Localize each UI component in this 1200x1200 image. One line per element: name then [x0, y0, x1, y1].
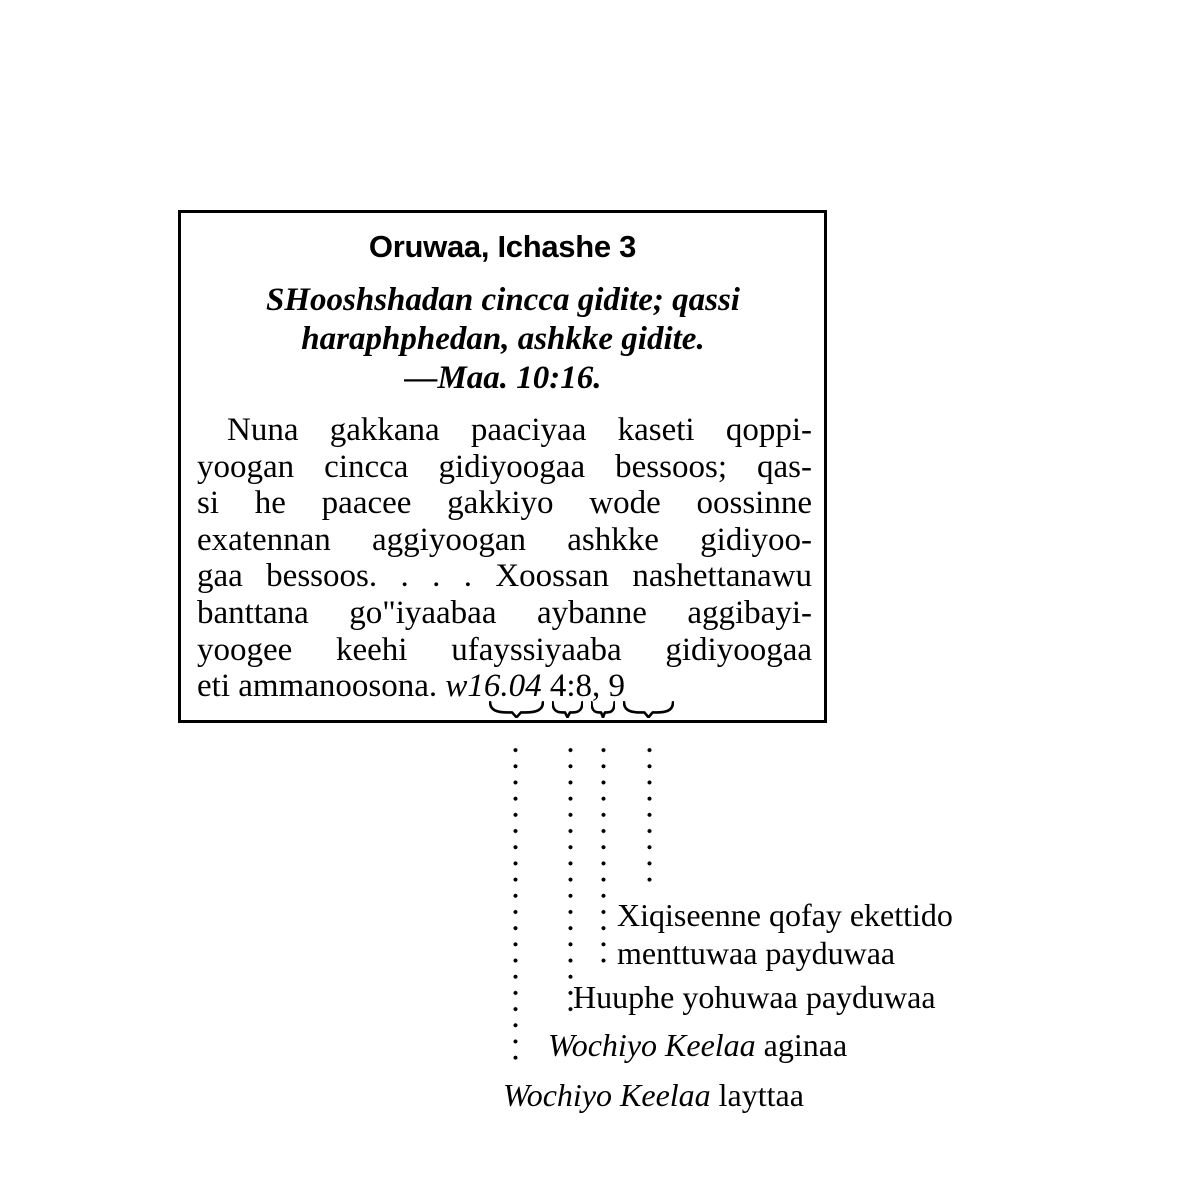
label-paragraph-numbers — [617, 896, 953, 972]
citation-reference: 4:8, 9 — [541, 668, 626, 705]
citation-issue: w16.04 — [445, 668, 542, 705]
label-watchtower-year — [503, 1076, 804, 1114]
label-watchtower-month-title: Wochiyo Keelaa — [548, 1027, 756, 1063]
body-line: exatennan aggiyoogan ashkke gidiyoo- — [197, 521, 812, 558]
leader-line-paragraphs — [647, 742, 652, 884]
scripture-citation: —Maa. 10:16. — [404, 360, 602, 396]
scripture-line: haraphphedan, ashkke gidite. — [301, 321, 705, 357]
underbrace-year-icon — [489, 701, 544, 718]
leader-line-year — [513, 742, 518, 1066]
body-line: Nuna gakkana paaciyaa kaseti qoppi- — [227, 412, 812, 448]
comment-paragraph — [197, 412, 812, 705]
body-line: yoogee keehi ufayssiyaaba gidiyoogaa — [197, 631, 812, 668]
leader-line-month — [568, 742, 573, 1016]
label-article-number: Huuphe yohuwaa payduwaa — [573, 979, 936, 1015]
scripture-line: SHooshshadan cincca gidite; qassi — [266, 282, 740, 318]
underbrace-month-icon — [552, 701, 583, 718]
leader-line-article — [601, 742, 606, 964]
theme-scripture — [190, 281, 816, 398]
body-last-line-text: eti ammanoosona. — [197, 668, 446, 705]
card-title-date: Oruwaa, Ichashe 3 — [368, 229, 637, 264]
label-watchtower-year-rest: layttaa — [710, 1077, 804, 1113]
body-line: yoogan cincca gidiyoogaa bessoos; qas- — [197, 448, 812, 485]
label-watchtower-month-rest: aginaa — [755, 1027, 848, 1063]
body-line: si he paacee gakkiyo wode oossinne — [197, 485, 812, 522]
underbrace-article-icon — [591, 701, 615, 718]
body-line: banttana go"iyaabaa aybanne aggibayi- — [197, 594, 812, 631]
label-paragraph-numbers-line2: menttuwaa payduwaa — [617, 935, 896, 971]
underbrace-paragraphs-icon — [623, 701, 674, 718]
label-watchtower-year-title: Wochiyo Keelaa — [503, 1077, 711, 1113]
label-paragraph-numbers-line1: Xiqiseenne qofay ekettido — [617, 897, 953, 933]
label-watchtower-month — [548, 1026, 847, 1064]
body-last-line — [197, 668, 812, 705]
body-line: gaa bessoos. . . . Xoossan nashettanawu — [197, 558, 812, 595]
